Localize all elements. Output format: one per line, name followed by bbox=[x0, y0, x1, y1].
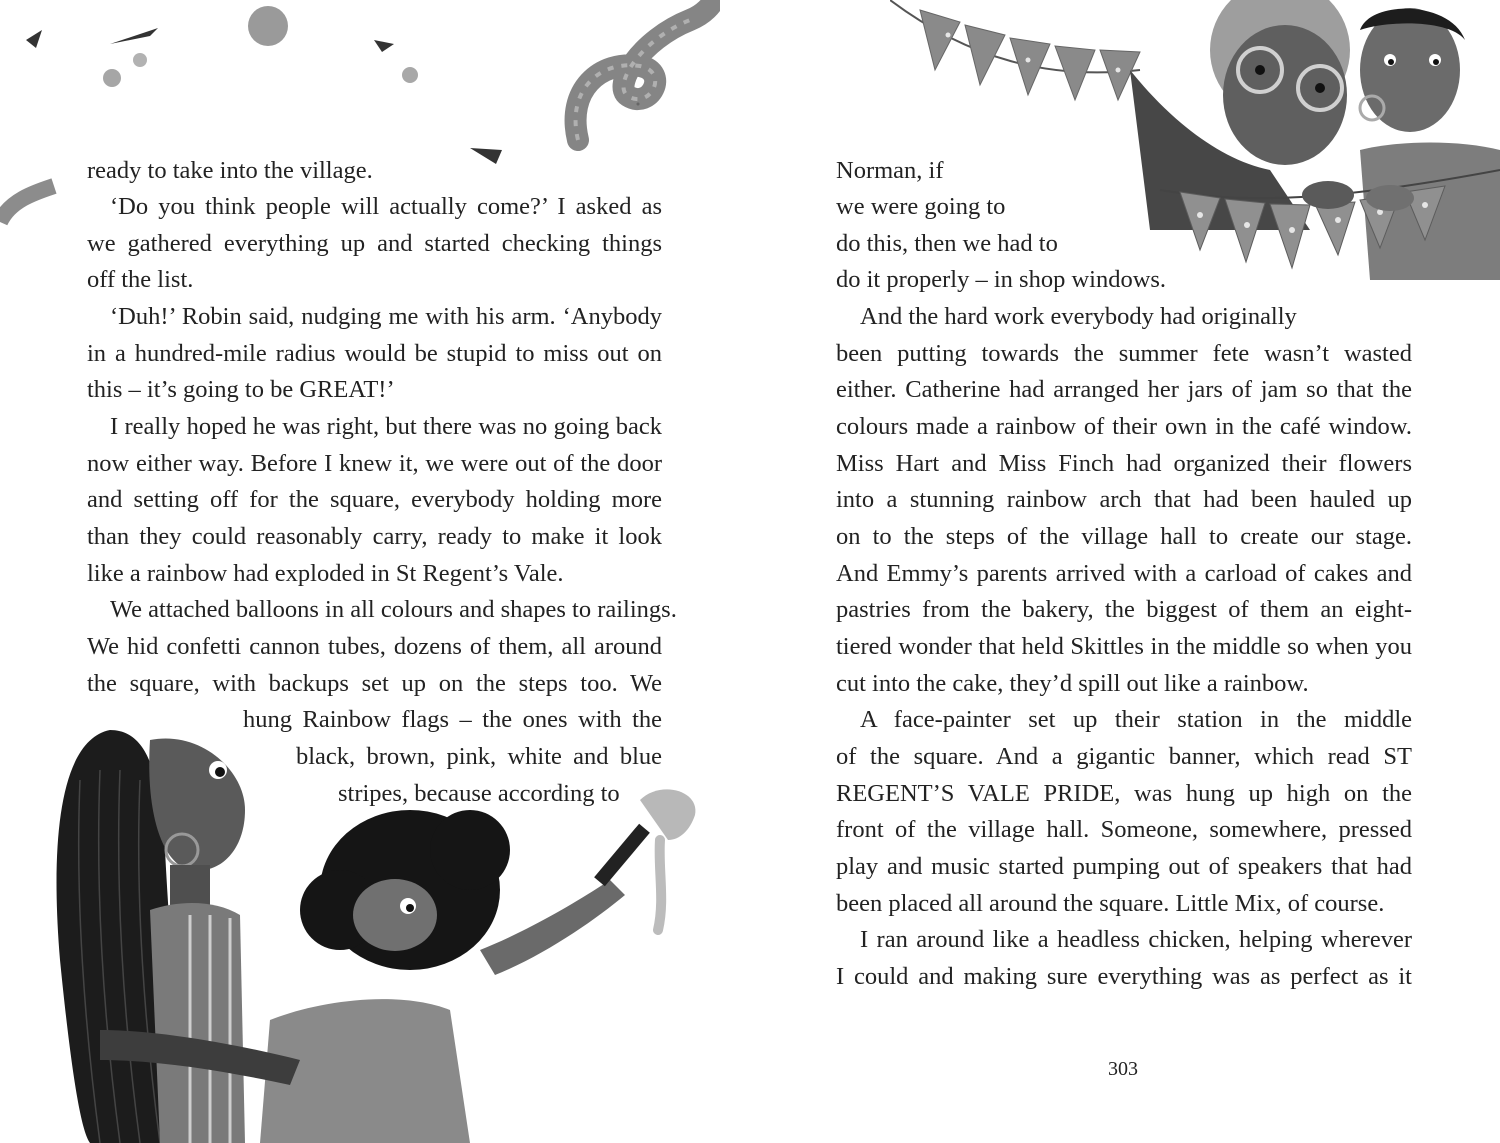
text-line: black, brown, pink, white and blue bbox=[296, 743, 662, 770]
text-line: do it properly – in shop windows. bbox=[836, 266, 1167, 293]
text-line: this – it’s going to be GREAT!’ bbox=[87, 376, 395, 403]
text-line: like a rainbow had exploded in St Regent’s Vale. bbox=[87, 560, 564, 587]
text-line: and setting off for the square, everybody holding more bbox=[87, 486, 662, 513]
text-line: we gathered everything up and started checking things bbox=[87, 230, 662, 257]
text-line: we were going to bbox=[836, 193, 1006, 220]
text-line: do this, then we had to bbox=[836, 230, 1058, 257]
text-line: of the square. And a gigantic banner, which read ST bbox=[836, 743, 1412, 770]
girls-painting-illustration bbox=[40, 700, 720, 1143]
text-line: I could and making sure everything was as perfect as it bbox=[836, 963, 1412, 990]
text-line: Miss Hart and Miss Finch had organized their flowers bbox=[836, 450, 1412, 477]
text-line: been putting towards the summer fete wasn’t wasted bbox=[836, 340, 1412, 367]
text-line: on to the steps of the village hall to create our stage. bbox=[836, 523, 1412, 550]
text-line: stripes, because according to bbox=[338, 780, 620, 807]
text-line: ‘Duh!’ Robin said, nudging me with his arm. ‘Anybody bbox=[110, 303, 662, 330]
text-line: ready to take into the village. bbox=[87, 157, 373, 184]
text-line: We hid confetti cannon tubes, dozens of them, all around bbox=[87, 633, 662, 660]
text-line: cut into the cake, they’d spill out like a rainbow. bbox=[836, 670, 1309, 697]
text-line: now either way. Before I knew it, we were out of the door bbox=[87, 450, 662, 477]
text-line: hung Rainbow flags – the ones with the bbox=[243, 706, 662, 733]
text-line: I ran around like a headless chicken, helping wherever bbox=[860, 926, 1412, 953]
text-line: in a hundred-mile radius would be stupid to miss out on bbox=[87, 340, 662, 367]
text-line: REGENT’S VALE PRIDE, was hung up high on the bbox=[836, 780, 1412, 807]
text-line: the square, with backups set up on the steps too. We bbox=[87, 670, 662, 697]
text-line: front of the village hall. Someone, somewhere, pressed bbox=[836, 816, 1412, 843]
text-line: into a stunning rainbow arch that had been hauled up bbox=[836, 486, 1412, 513]
text-line: And the hard work everybody had originally bbox=[860, 303, 1297, 330]
text-line: play and music started pumping out of speakers that had bbox=[836, 853, 1412, 880]
text-line: ‘Do you think people will actually come?’ I asked as bbox=[110, 193, 662, 220]
text-line: And Emmy’s parents arrived with a carload of cakes and bbox=[836, 560, 1412, 587]
text-line: than they could reasonably carry, ready to make it look bbox=[87, 523, 662, 550]
text-line: Norman, if bbox=[836, 157, 944, 184]
right-page bbox=[750, 0, 1500, 1143]
text-line: I really hoped he was right, but there was no going back bbox=[110, 413, 662, 440]
text-line: been placed all around the square. Little Mix, of course. bbox=[836, 890, 1385, 917]
page-number: 303 bbox=[1108, 1058, 1138, 1080]
text-line: colours made a rainbow of their own in the café window. bbox=[836, 413, 1412, 440]
text-line: We attached balloons in all colours and shapes to railings. bbox=[110, 596, 677, 623]
text-line: tiered wonder that held Skittles in the middle so when you bbox=[836, 633, 1412, 660]
text-line: pastries from the bakery, the biggest of them an eight- bbox=[836, 596, 1412, 623]
text-line: off the list. bbox=[87, 266, 194, 293]
text-line: A face-painter set up their station in the middle bbox=[860, 706, 1412, 733]
text-line: either. Catherine had arranged her jars of jam so that the bbox=[836, 376, 1412, 403]
